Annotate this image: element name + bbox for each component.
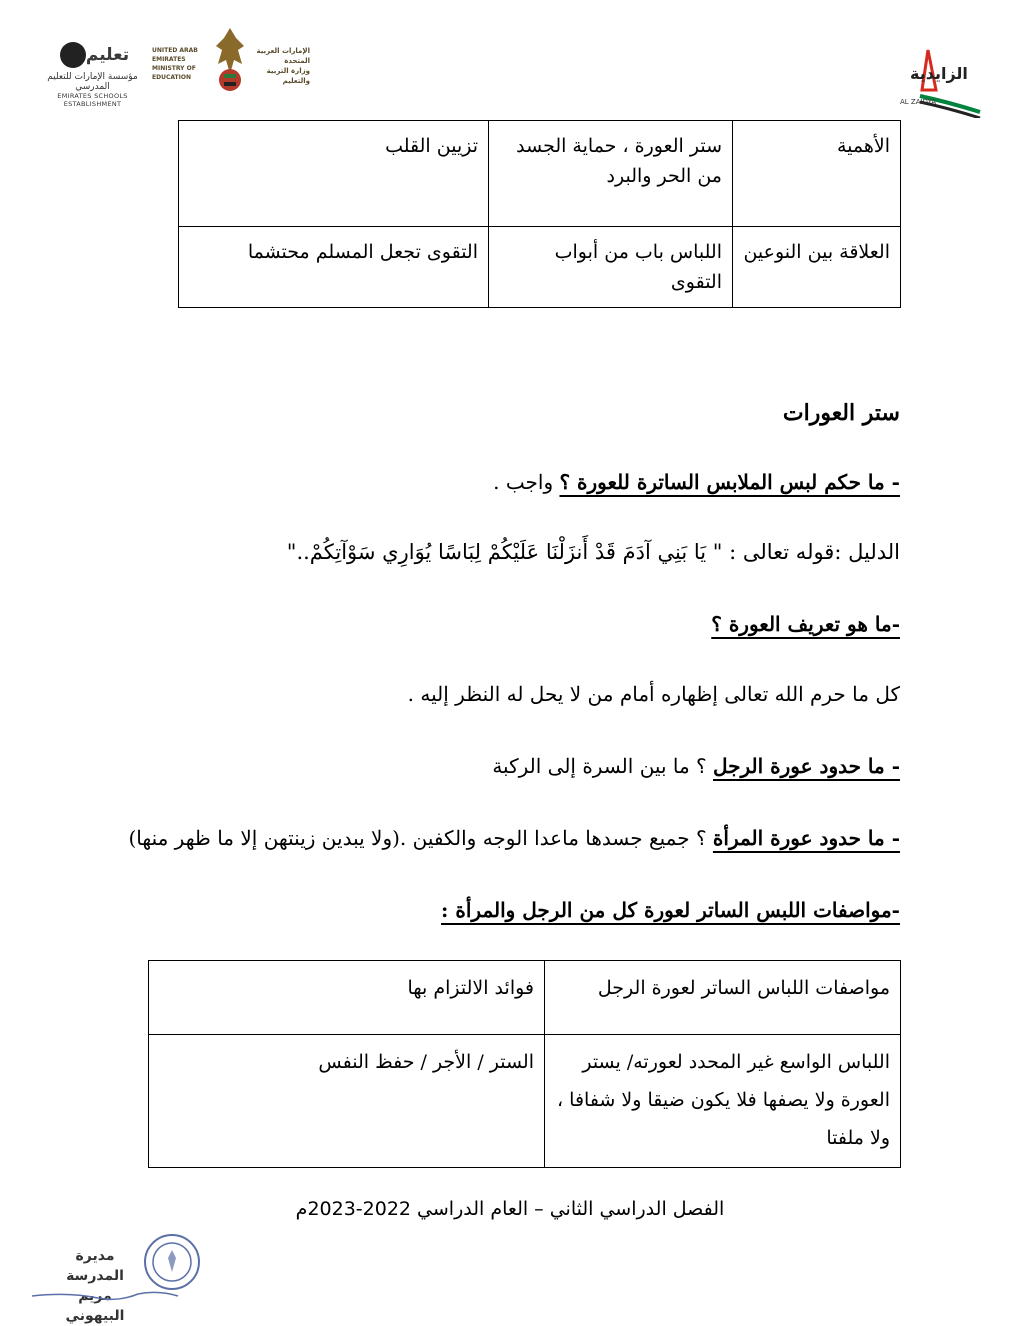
table-row xyxy=(149,1035,901,1168)
table-row xyxy=(179,121,901,227)
answer-text: واجب . xyxy=(493,470,560,494)
signature-title: مديرة المدرسة xyxy=(66,1248,124,1284)
answer-definition: كل ما حرم الله تعالى إظهاره أمام من لا يحل له النظر إليه . xyxy=(407,682,900,706)
question-woman-limits xyxy=(128,826,900,850)
logo-subtitle-ar: مؤسسة الإمارات للتعليم المدرسي xyxy=(47,72,138,92)
question-text: - ما حكم لبس الملابس الساترة للعورة ؟ xyxy=(559,470,900,494)
moe-ar-line2: وزارة التربية والتعليم xyxy=(266,67,310,85)
table-cell: تزيين القلب xyxy=(179,121,489,227)
emirates-schools-logo xyxy=(30,42,155,110)
principal-signature-block xyxy=(28,1232,208,1324)
evidence-verse: الدليل :قوله تعالى : " يَا بَنِي آدَمَ قَدْ أَنزَلْنَا عَلَيْكُمْ لِبَاسًا يُوَارِي سَوْآتِكُمْ.." xyxy=(286,540,900,564)
column-header: مواصفات اللباس الساتر لعورة الرجل xyxy=(545,961,901,1035)
signature-scribble-icon xyxy=(28,1288,208,1304)
question-man-limits xyxy=(492,754,900,778)
moe-ar-line1: الإمارات العربية المتحدة xyxy=(256,47,310,65)
al-zaidya-school-logo xyxy=(898,46,984,118)
question-specifications xyxy=(441,898,900,922)
question-text: -مواصفات اللبس الساتر لعورة كل من الرجل والمرأة : xyxy=(441,898,900,922)
table-cell: التقوى تجعل المسلم محتشما xyxy=(179,227,489,308)
ministry-of-education-logo xyxy=(150,24,310,100)
section-heading: ستر العورات xyxy=(782,400,900,426)
question-text: -ما هو تعريف العورة ؟ xyxy=(711,612,900,636)
logo-subtitle-en: EMIRATES SCHOOLS ESTABLISHMENT xyxy=(57,92,128,108)
question-text: - ما حدود عورة الرجل xyxy=(713,754,900,778)
row-label: العلاقة بين النوعين xyxy=(733,227,901,308)
logo-mark-text: تعليم xyxy=(85,45,130,65)
specifications-table xyxy=(148,960,901,1168)
question-definition xyxy=(711,612,900,636)
school-name: الزايدية xyxy=(910,64,968,83)
table-header-row xyxy=(149,961,901,1035)
page-footer: الفصل الدراسي الثاني – العام الدراسي 2022-2023م xyxy=(295,1198,725,1220)
uae-falcon-emblem-icon xyxy=(214,24,246,100)
moe-en-line1: UNITED ARAB EMIRATES xyxy=(152,47,198,63)
school-stamp-icon xyxy=(142,1232,202,1292)
answer-text: ؟ ما بين السرة إلى الركبة xyxy=(492,754,714,778)
row-label: الأهمية xyxy=(733,121,901,227)
column-header: فوائد الالتزام بها xyxy=(149,961,545,1035)
table-row xyxy=(179,227,901,308)
answer-text: ؟ جميع جسدها ماعدا الوجه والكفين .(ولا يبدين زينتهن إلا ما ظهر منها) xyxy=(128,826,713,850)
logo-mark-icon xyxy=(60,42,86,68)
school-name-en: AL ZAIDYA xyxy=(900,98,937,106)
signature-name: مريم البيهوني xyxy=(65,1288,125,1324)
question-ruling xyxy=(493,470,900,494)
table-cell: اللباس باب من أبواب التقوى xyxy=(489,227,733,308)
importance-table xyxy=(178,120,901,308)
table-cell: اللباس الواسع غير المحدد لعورته/ يستر العورة ولا يصفها فلا يكون ضيقا ولا شفافا ، ولا ملفتا xyxy=(545,1035,901,1168)
moe-en-line2: MINISTRY OF EDUCATION xyxy=(152,65,196,81)
table-cell: ستر العورة ، حماية الجسد من الحر والبرد xyxy=(489,121,733,227)
table-cell: الستر / الأجر / حفظ النفس xyxy=(149,1035,545,1168)
question-text: - ما حدود عورة المرأة xyxy=(712,826,900,850)
